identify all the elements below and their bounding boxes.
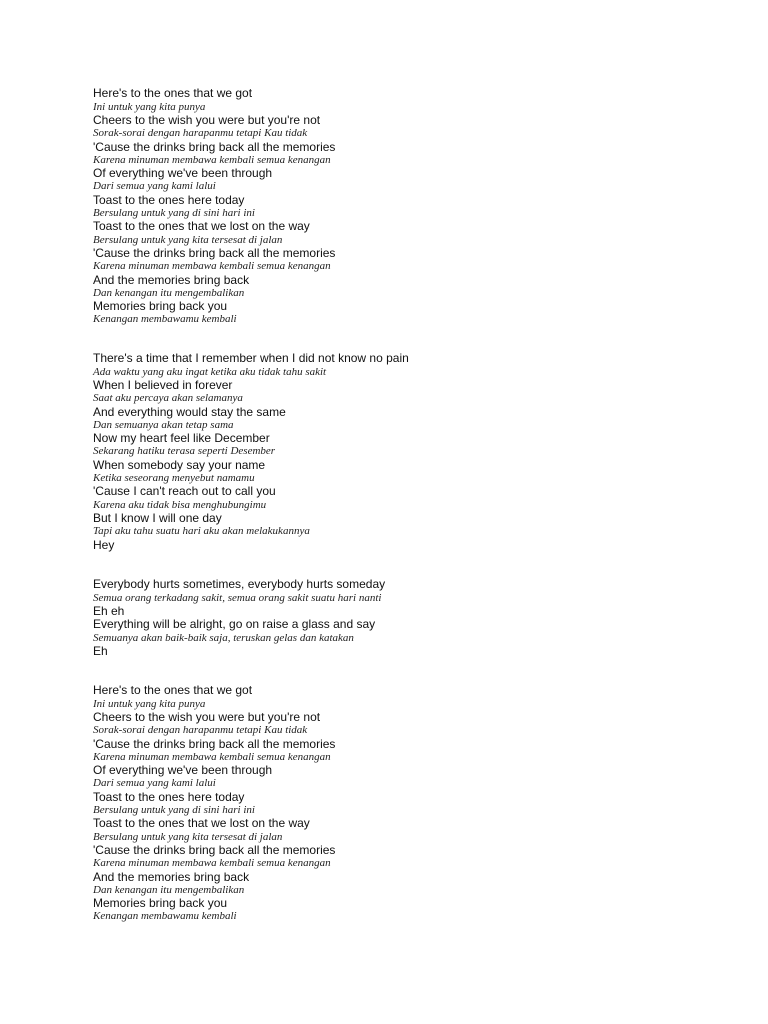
lyric-line-english: Memories bring back you bbox=[93, 896, 228, 911]
lyric-line-translation: Ini untuk yang kita punya bbox=[93, 100, 206, 113]
lyric-line-english: But I know I will one day bbox=[93, 510, 222, 525]
lyric-line-english: Of everything we've been through bbox=[93, 763, 273, 778]
lyric-line-english: Eh eh bbox=[93, 603, 125, 618]
lyric-line-translation: Bersulang untuk yang di sini hari ini bbox=[93, 207, 255, 220]
lyric-line-translation: Sorak-sorai dengan harapanmu tetapi Kau tidak bbox=[93, 724, 308, 737]
lyric-line-translation: Karena minuman membawa kembali semua kenangan bbox=[93, 750, 331, 763]
lyric-line-english: Here's to the ones that we got bbox=[93, 683, 253, 698]
lyric-line-english: And everything would stay the same bbox=[93, 404, 286, 419]
lyric-line-english: Everything will be alright, go on raise a glass and say bbox=[93, 617, 376, 632]
lyric-line-translation: Karena aku tidak bisa menghubungimu bbox=[93, 498, 267, 511]
lyric-line-english: 'Cause I can't reach out to call you bbox=[93, 484, 276, 499]
lyric-line-english: 'Cause the drinks bring back all the memories bbox=[93, 736, 336, 751]
lyric-line-english: Toast to the ones here today bbox=[93, 789, 245, 804]
lyric-line-translation: Tapi aku tahu suatu hari aku akan melakukannya bbox=[93, 525, 310, 538]
lyric-line-english: And the memories bring back bbox=[93, 272, 250, 287]
lyric-line-translation: Sorak-sorai dengan harapanmu tetapi Kau tidak bbox=[93, 127, 308, 140]
lyric-line-english: 'Cause the drinks bring back all the memories bbox=[93, 842, 336, 857]
lyric-line-translation: Dari semua yang kami lalui bbox=[93, 777, 216, 790]
stanza-verse bbox=[93, 352, 409, 551]
lyric-line-translation: Bersulang untuk yang kita tersesat di jalan bbox=[93, 830, 283, 843]
lyric-line-translation: Ada waktu yang aku ingat ketika aku tidak tahu sakit bbox=[93, 365, 327, 378]
lyric-line-english: Eh bbox=[93, 643, 108, 658]
lyric-line-english: Everybody hurts sometimes, everybody hurts someday bbox=[93, 577, 386, 592]
lyric-line-english: Toast to the ones that we lost on the way bbox=[93, 816, 310, 831]
lyric-line-english: When somebody say your name bbox=[93, 457, 266, 472]
lyric-line-translation: Semua orang terkadang sakit, semua orang sakit suatu hari nanti bbox=[93, 591, 382, 604]
lyric-line-english: Toast to the ones that we lost on the way bbox=[93, 219, 310, 234]
lyric-line-translation: Dan kenangan itu mengembalikan bbox=[93, 286, 245, 299]
lyric-line-english: Cheers to the wish you were but you're not bbox=[93, 112, 321, 127]
lyric-line-english: Of everything we've been through bbox=[93, 166, 273, 181]
stanza-pre-chorus bbox=[93, 578, 385, 658]
lyric-line-english: Toast to the ones here today bbox=[93, 192, 245, 207]
lyric-line-translation: Sekarang hatiku terasa seperti Desember bbox=[93, 445, 276, 458]
lyric-line-translation: Karena minuman membawa kembali semua kenangan bbox=[93, 857, 331, 870]
lyric-line-translation: Dan kenangan itu mengembalikan bbox=[93, 883, 245, 896]
stanza-chorus-2 bbox=[93, 684, 335, 923]
lyric-line-translation: Ini untuk yang kita punya bbox=[93, 697, 206, 710]
lyric-line-translation: Kenangan membawamu kembali bbox=[93, 313, 237, 326]
stanza-chorus-1 bbox=[93, 87, 335, 326]
lyric-line-translation: Ketika seseorang menyebut namamu bbox=[93, 472, 255, 485]
lyric-line-translation: Kenangan membawamu kembali bbox=[93, 910, 237, 923]
lyric-line-translation: Dan semuanya akan tetap sama bbox=[93, 418, 234, 431]
lyric-line-translation: Saat aku percaya akan selamanya bbox=[93, 392, 243, 405]
lyric-line-english: When I believed in forever bbox=[93, 377, 233, 392]
lyric-line-english: Memories bring back you bbox=[93, 299, 228, 314]
lyric-line-translation: Karena minuman membawa kembali semua kenangan bbox=[93, 260, 331, 273]
lyric-line-english: And the memories bring back bbox=[93, 869, 250, 884]
lyric-line-translation: Dari semua yang kami lalui bbox=[93, 180, 216, 193]
lyric-line-translation: Bersulang untuk yang kita tersesat di jalan bbox=[93, 233, 283, 246]
lyric-line-english: Now my heart feel like December bbox=[93, 431, 270, 446]
lyric-line-translation: Karena minuman membawa kembali semua kenangan bbox=[93, 153, 331, 166]
lyric-line-translation: Bersulang untuk yang di sini hari ini bbox=[93, 804, 255, 817]
lyric-line-english: There's a time that I remember when I did not know no pain bbox=[93, 351, 409, 366]
lyric-line-english: 'Cause the drinks bring back all the memories bbox=[93, 245, 336, 260]
lyric-line-translation: Semuanya akan baik-baik saja, teruskan gelas dan katakan bbox=[93, 631, 354, 644]
lyric-line-english: Hey bbox=[93, 537, 115, 552]
lyric-line-english: Here's to the ones that we got bbox=[93, 86, 253, 101]
lyric-line-english: 'Cause the drinks bring back all the memories bbox=[93, 139, 336, 154]
lyric-line-english: Cheers to the wish you were but you're not bbox=[93, 709, 321, 724]
